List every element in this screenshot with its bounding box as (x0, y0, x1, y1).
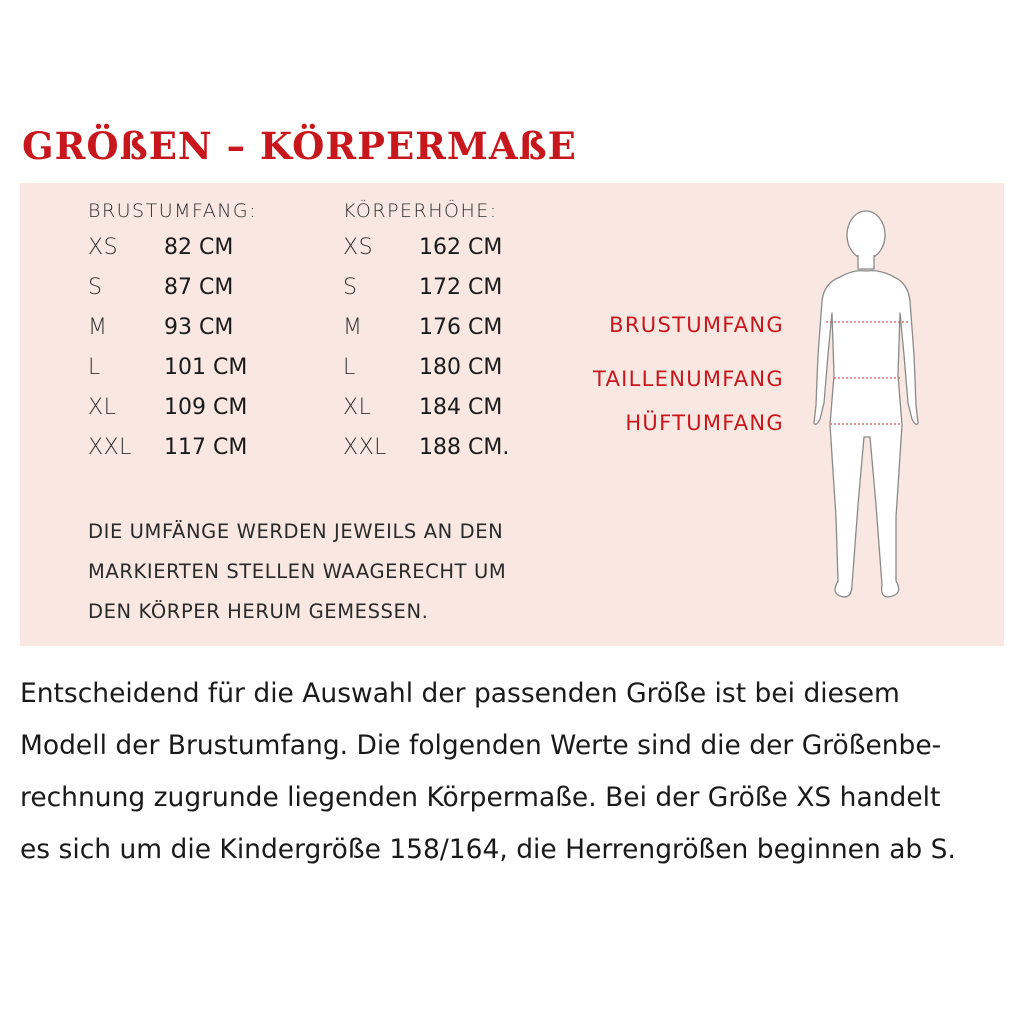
height-value: 180 CM (419, 355, 503, 380)
chest-value: 117 CM (164, 435, 248, 460)
note-line: MARKIERTEN STELLEN WAAGERECHT UM (88, 560, 507, 583)
size-label: XS (343, 235, 374, 260)
size-label: XXL (343, 435, 387, 460)
note-line: DIE UMFÄNGE WERDEN JEWEILS AN DEN (88, 520, 504, 543)
paragraph-line: Entscheidend für die Auswahl der passenden Größe ist bei diesem (20, 678, 900, 709)
chest-measure-label: BRUSTUMFANG (609, 313, 784, 337)
size-label: XS (88, 235, 119, 260)
height-value: 176 CM (419, 315, 503, 340)
size-label: L (88, 355, 101, 380)
hip-measure-label: HÜFTUMFANG (625, 411, 784, 435)
chest-value: 93 CM (164, 315, 234, 340)
chest-value: 109 CM (164, 395, 248, 420)
body-silhouette-icon (810, 205, 930, 605)
waist-measure-label: TAILLENUMFANG (592, 367, 784, 391)
chest-value: 87 CM (164, 275, 234, 300)
size-label: M (343, 315, 363, 340)
size-label: M (88, 315, 108, 340)
measurement-note (88, 512, 548, 632)
height-value: 188 CM. (419, 435, 510, 460)
size-label: L (343, 355, 356, 380)
size-label: S (343, 275, 358, 300)
chest-value: 82 CM (164, 235, 234, 260)
note-line: DEN KÖRPER HERUM GEMESSEN. (88, 600, 429, 623)
height-value: 184 CM (419, 395, 503, 420)
height-column-header: KÖRPERHÖHE: (343, 200, 498, 222)
chest-column-header: BRUSTUMFANG: (88, 200, 258, 222)
paragraph-line: es sich um die Kindergröße 158/164, die Herrengrößen beginnen ab S. (20, 834, 956, 865)
size-label: XXL (88, 435, 132, 460)
page-title: GRÖßEN – KÖRPERMAßE (22, 124, 577, 168)
description-paragraph (20, 668, 1010, 876)
size-label: S (88, 275, 103, 300)
height-value: 162 CM (419, 235, 503, 260)
paragraph-line: Modell der Brustumfang. Die folgenden Werte sind die der Größenbe- (20, 730, 942, 761)
size-label: XL (343, 395, 372, 420)
paragraph-line: rechnung zugrunde liegenden Körpermaße. Bei der Größe XS handelt (20, 782, 941, 813)
chest-value: 101 CM (164, 355, 248, 380)
height-value: 172 CM (419, 275, 503, 300)
size-label: XL (88, 395, 117, 420)
